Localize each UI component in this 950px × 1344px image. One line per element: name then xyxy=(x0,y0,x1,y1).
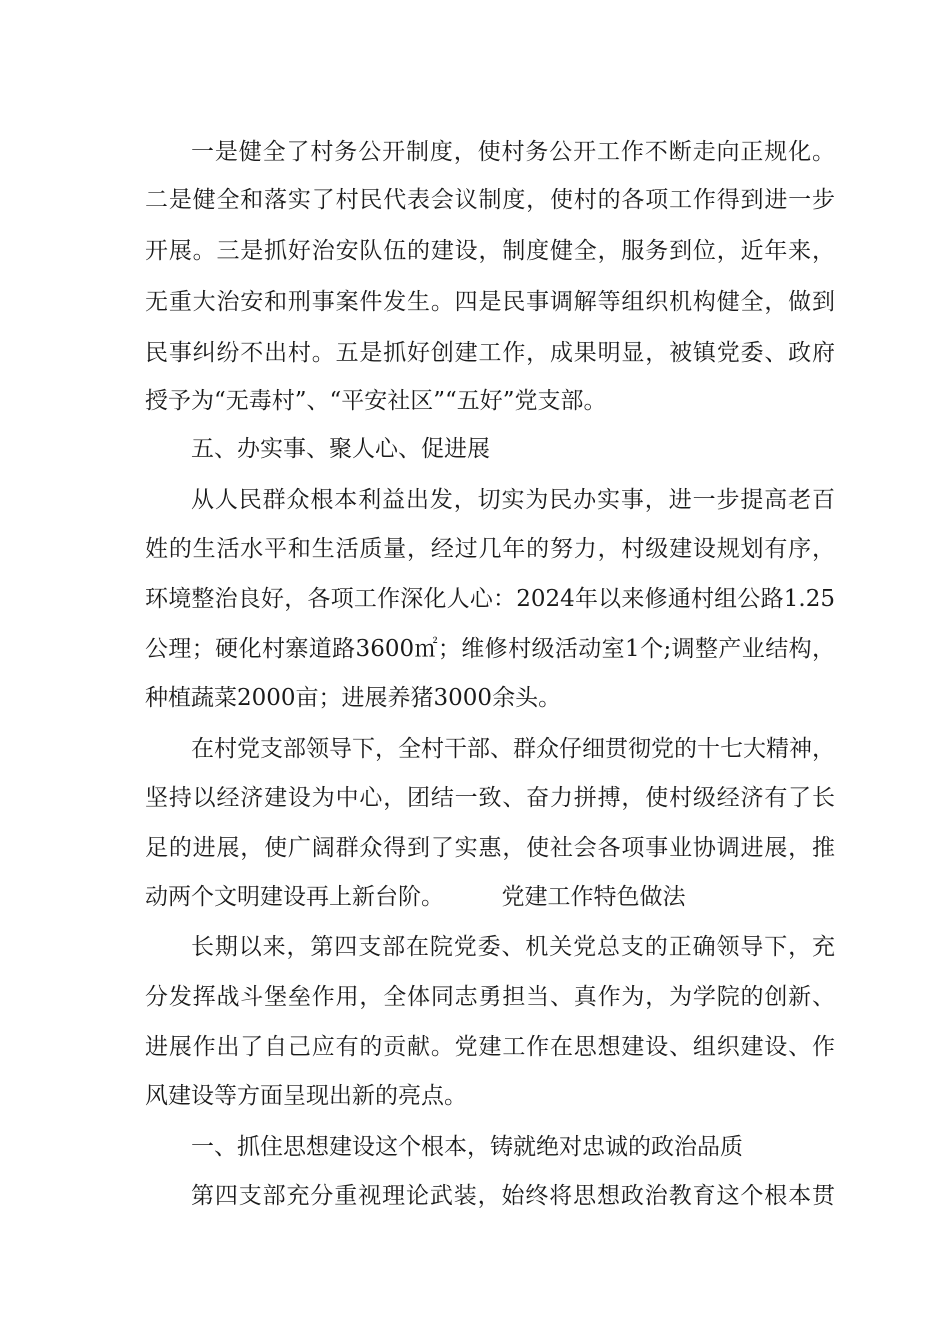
text-line: 一是健全了村务公开制度，使村务公开工作不断走向正规化。 xyxy=(191,139,835,165)
text-line: 授予为“无毒村”、“平安社区”“五好”党支部。 xyxy=(145,388,607,414)
text-line: 坚持以经济建设为中心，团结一致、奋力拼搏，使村级经济有了长 xyxy=(145,785,835,811)
text-line: 种植蔬菜2000亩；进展养猪3000余头。 xyxy=(145,685,562,711)
text-line: 民事纠纷不出村。五是抓好创建工作，成果明显，被镇党委、政府 xyxy=(145,340,835,366)
text-line: 长期以来，第四支部在院党委、机关党总支的正确领导下，充 xyxy=(191,934,835,960)
section-heading: 一、抓住思想建设这个根本，铸就绝对忠诚的政治品质 xyxy=(191,1134,743,1160)
text-line: 二是健全和落实了村民代表会议制度，使村的各项工作得到进一步 xyxy=(145,187,835,213)
text-line: 足的进展，使广阔群众得到了实惠，使社会各项事业协调进展，推 xyxy=(145,835,835,861)
text-line: 在村党支部领导下，全村干部、群众仔细贯彻党的十七大精神， xyxy=(191,736,835,762)
text-line: 动两个文明建设再上新台阶。 党建工作特色做法 xyxy=(145,884,686,910)
text-line: 开展。三是抓好治安队伍的建设，制度健全，服务到位，近年来， xyxy=(145,238,835,264)
text-line: 从人民群众根本利益出发，切实为民办实事，进一步提高老百 xyxy=(191,487,835,513)
text-line: 公理；硬化村寨道路3600㎡；维修村级活动室1个;调整产业结构， xyxy=(145,636,835,662)
text-line: 分发挥战斗堡垒作用，全体同志勇担当、真作为，为学院的创新、 xyxy=(145,984,835,1010)
text-line: 环境整治良好，各项工作深化人心：2024年以来修通村组公路1.25 xyxy=(145,586,835,612)
text-line: 风建设等方面呈现出新的亮点。 xyxy=(145,1083,467,1109)
text-line: 第四支部充分重视理论武装，始终将思想政治教育这个根本贯 xyxy=(191,1183,835,1209)
text-line: 姓的生活水平和生活质量，经过几年的努力，村级建设规划有序， xyxy=(145,536,835,562)
text-line: 进展作出了自己应有的贡献。党建工作在思想建设、组织建设、作 xyxy=(145,1034,835,1060)
text-line: 无重大治安和刑事案件发生。四是民事调解等组织机构健全，做到 xyxy=(145,289,835,315)
section-heading: 五、办实事、聚人心、促进展 xyxy=(191,436,490,462)
